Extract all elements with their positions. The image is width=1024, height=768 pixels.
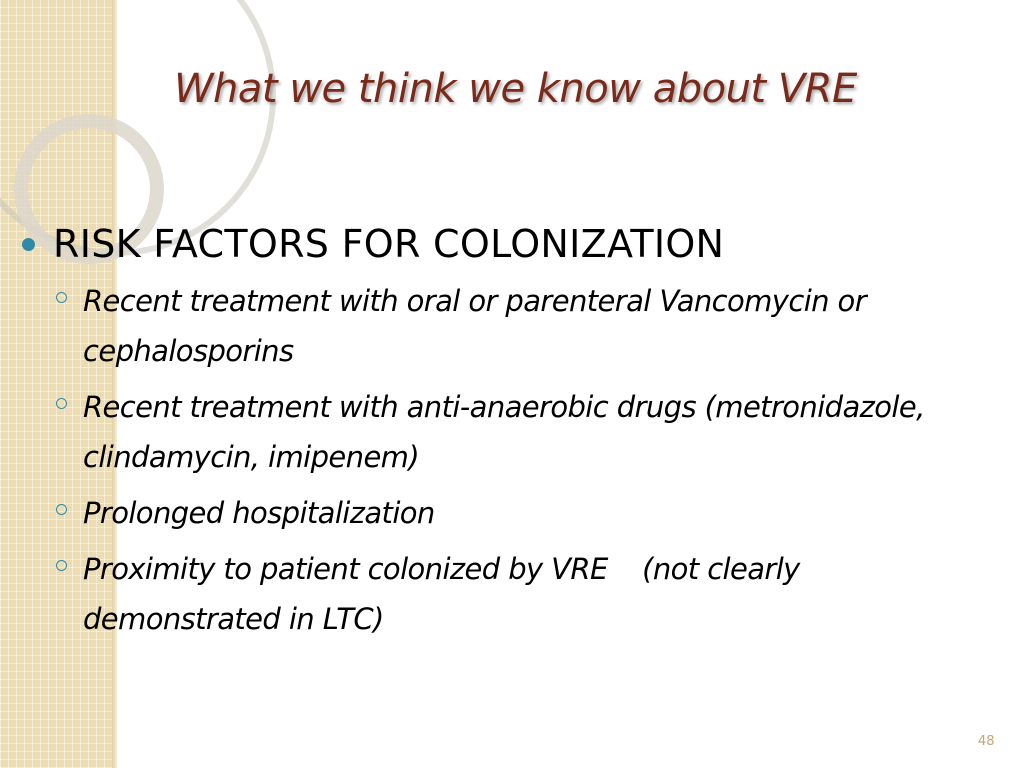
- list-item-text: Recent treatment with oral or parenteral Vancomycin or cephalosporins: [83, 284, 867, 368]
- bullet-heading-text: RISK FACTORS FOR COLONIZATION: [53, 222, 725, 266]
- hollow-bullet-icon: [56, 560, 67, 571]
- hollow-bullet-icon: [56, 292, 67, 303]
- hollow-bullet-icon: [56, 504, 67, 515]
- sub-bullet-list: [20, 276, 1010, 644]
- bullet-heading: [20, 218, 1010, 270]
- list-item: [20, 544, 973, 644]
- page-number: 48: [978, 734, 995, 749]
- list-item: [20, 488, 973, 538]
- list-item: [20, 382, 973, 482]
- hollow-bullet-icon: [56, 398, 67, 409]
- list-item-text: Prolonged hospitalization: [83, 496, 435, 530]
- list-item: [20, 276, 973, 376]
- slide-content: [20, 218, 1010, 650]
- bullet-dot-icon: [22, 238, 35, 251]
- slide-title: What we think we know about VRE: [174, 66, 857, 112]
- list-item-text: Recent treatment with anti-anaerobic drugs (metronidazole, clindamycin, imipenem): [83, 390, 925, 474]
- list-item-text: Proximity to patient colonized by VRE (not clearly demonstrated in LTC): [83, 552, 809, 636]
